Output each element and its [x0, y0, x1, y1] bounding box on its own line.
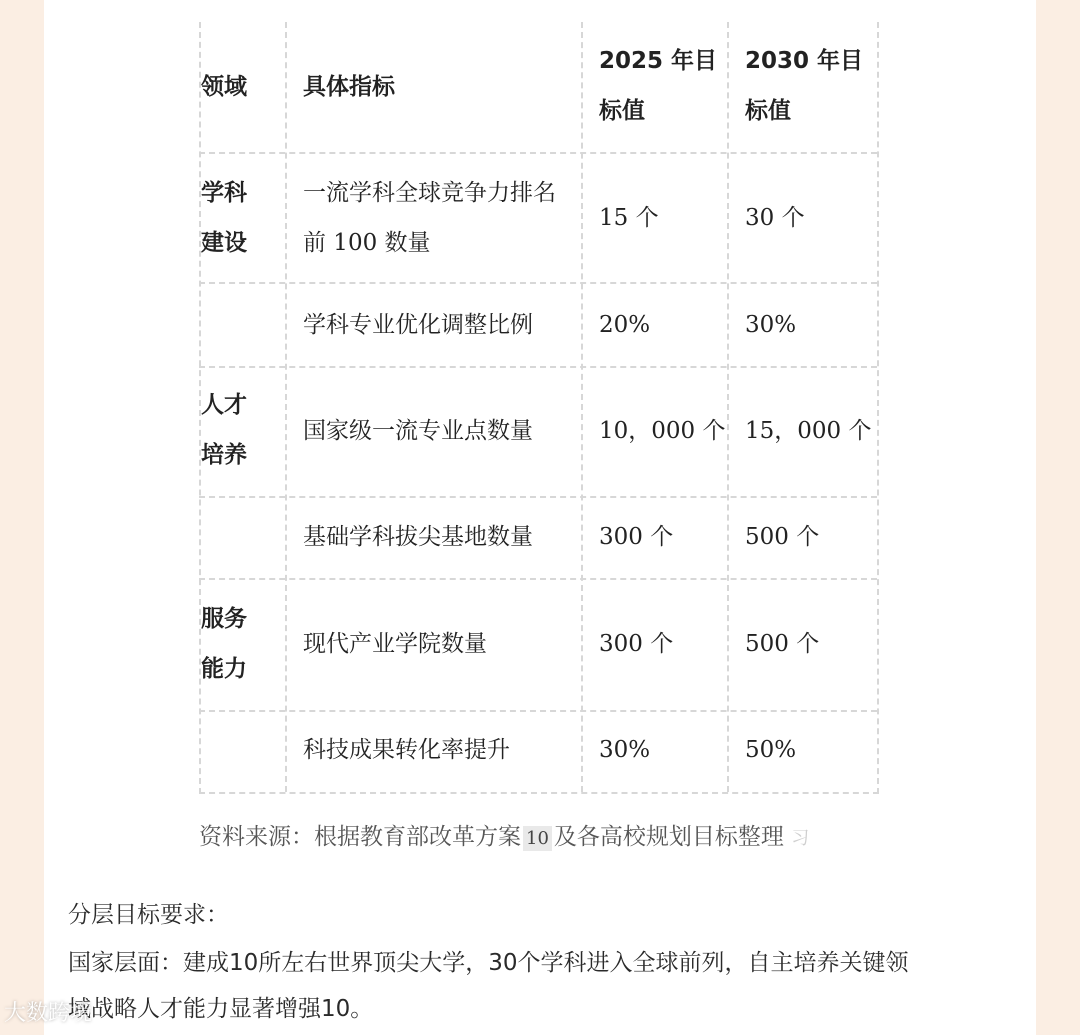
column-divider: [285, 22, 287, 792]
group-label: 培养: [201, 442, 247, 468]
group-label: 建设: [201, 230, 247, 256]
value-2030-cell: 15，000 个: [745, 418, 872, 444]
indicator-cell: 一流学科全球竞争力排名: [303, 180, 556, 206]
paragraph-line: 国家层面：建成10所左右世界顶尖大学，30个学科进入全球前列，自主培养关键领: [68, 950, 909, 976]
group-label: 能力: [201, 656, 247, 682]
row-divider: [199, 710, 877, 712]
value-2030-cell: 30%: [745, 312, 797, 338]
group-label: 服务: [201, 606, 247, 632]
value-2030-cell: 50%: [745, 737, 797, 763]
watermark-logo: [4, 996, 92, 1027]
paragraph-heading: 分层目标要求：: [68, 902, 229, 928]
source-suffix: 及各高校规划目标整理: [553, 824, 784, 850]
value-2025-cell: 300 个: [599, 524, 674, 550]
targets-table: [199, 22, 879, 794]
article-page: [44, 0, 1036, 1035]
header-domain: 领域: [201, 74, 247, 100]
indicator-cell: 现代产业学院数量: [303, 631, 487, 657]
indicator-cell: 基础学科拔尖基地数量: [303, 524, 533, 550]
source-caption: [199, 818, 809, 851]
row-divider: [199, 282, 877, 284]
header-2025-line2: 标值: [599, 98, 645, 124]
row-divider: [199, 578, 877, 580]
value-2030-cell: 500 个: [745, 631, 820, 657]
row-divider: [199, 366, 877, 368]
value-2025-cell: 10，000 个: [599, 418, 726, 444]
column-divider: [581, 22, 583, 792]
value-2025-cell: 30%: [599, 737, 651, 763]
indicator-cell: 科技成果转化率提升: [303, 737, 510, 763]
indicator-cell: 前 100 数量: [303, 230, 431, 256]
value-2025-cell: 15 个: [599, 205, 659, 231]
header-indicator: 具体指标: [303, 74, 395, 100]
watermark-text: 大数跨境: [4, 1001, 93, 1026]
indicator-cell: 国家级一流专业点数量: [303, 418, 533, 444]
paragraph-line: 域战略人才能力显著增强10。: [68, 996, 374, 1022]
group-label: 人才: [201, 392, 247, 418]
value-2025-cell: 300 个: [599, 631, 674, 657]
value-2025-cell: 20%: [599, 312, 651, 338]
group-label: 学科: [201, 180, 247, 206]
ghost-text: 习: [791, 828, 810, 849]
header-2030-line2: 标值: [745, 98, 791, 124]
value-2030-cell: 500 个: [745, 524, 820, 550]
header-2030-line1: 2030 年目: [745, 48, 864, 74]
value-2030-cell: 30 个: [745, 205, 805, 231]
indicator-cell: 学科专业优化调整比例: [303, 312, 533, 338]
column-divider: [727, 22, 729, 792]
header-2025-line1: 2025 年目: [599, 48, 718, 74]
row-divider: [199, 496, 877, 498]
source-prefix: 资料来源：根据教育部改革方案: [199, 824, 521, 850]
citation-badge[interactable]: 10: [523, 826, 552, 851]
row-divider: [199, 152, 877, 154]
